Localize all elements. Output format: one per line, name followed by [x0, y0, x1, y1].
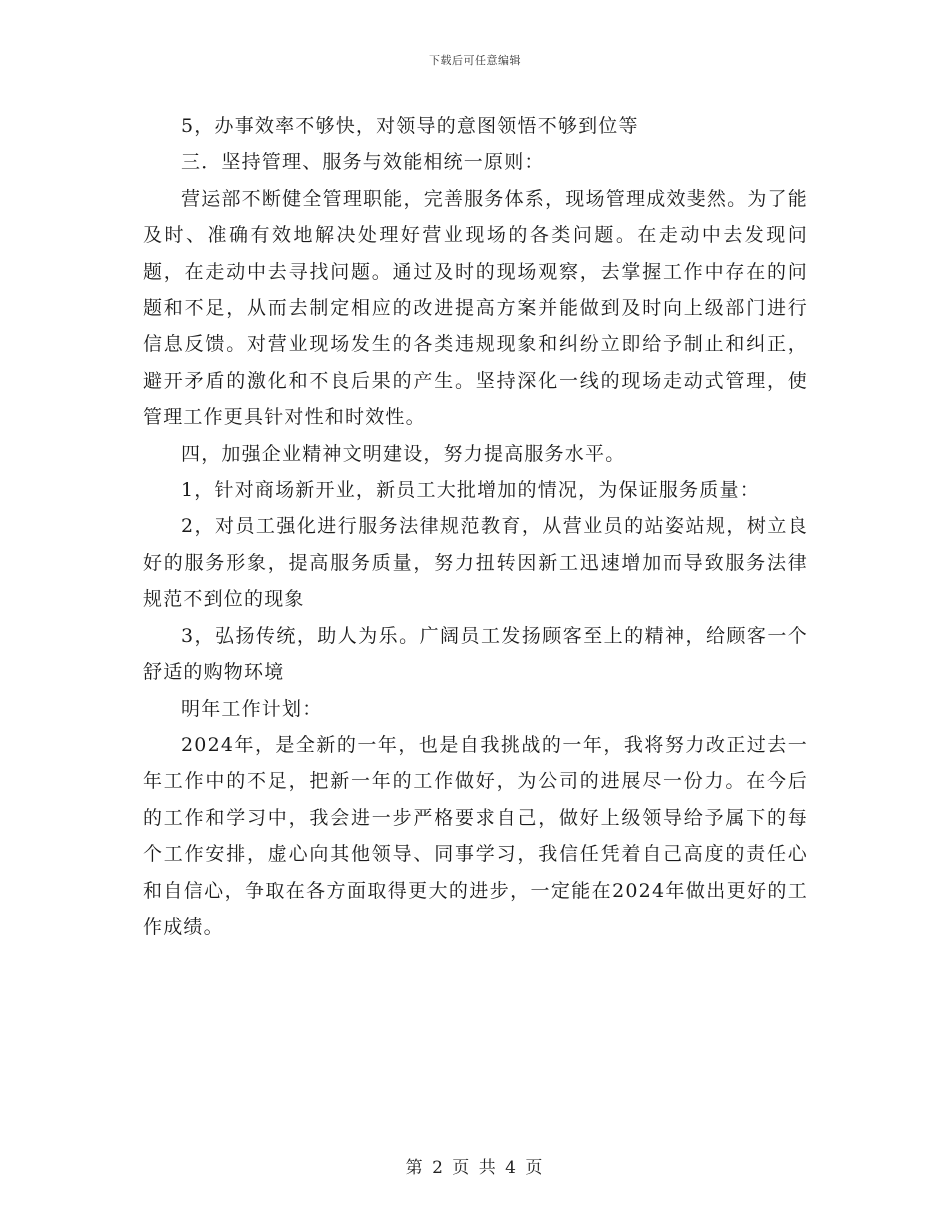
list-item-3: 3，弘扬传统，助人为乐。广阔员工发扬顾客至上的精神，给顾客一个舒适的购物环境 [143, 624, 808, 684]
paragraph-management: 营运部不断健全管理职能，完善服务体系，现场管理成效斐然。为了能及时、准确有效地解决处理好营业现场的各类问题。在走动中去发现问题，在走动中去寻找问题。通过及时的现场观察，去掌握工作中存在的问题和不足，从而去制定相应的改进提高方案并能做到及时向上级部门进行信息反馈。对营业现场发生的各类违规现象和纠纷立即给予制止和纠正，避开矛盾的激化和不良后果的产生。坚持深化一线的现场走动式管理，使管理工作更具针对性和时效性。 [143, 187, 808, 429]
section-heading-4: 四，加强企业精神文明建设，努力提高服务水平。 [181, 442, 626, 465]
paragraph-efficiency-issue: 5，办事效率不够快，对领导的意图领悟不够到位等 [181, 115, 639, 137]
plan-heading: 明年工作计划： [181, 697, 323, 720]
document-body [143, 108, 808, 945]
list-item-1: 1，针对商场新开业，新员工大批增加的情况，为保证服务质量： [181, 479, 760, 502]
list-item-2: 2，对员工强化进行服务法律规范教育，从营业员的站姿站规，树立良好的服务形象，提高服务质量，努力扭转因新工迅速增加而导致服务法律规范不到位的现象 [143, 515, 808, 611]
paragraph-plan: 2024年，是全新的一年，也是自我挑战的一年，我将努力改正过去一年工作中的不足，把新一年的工作做好，为公司的进展尽一份力。在今后的工作和学习中，我会进一步严格要求自己，做好上级领导给予属下的每个工作安排，虚心向其他领导、同事学习，我信任凭着自己高度的责任心和自信心，争取在各方面取得更大的进步，一定能在2024年做出更好的工作成绩。 [143, 733, 808, 938]
page-header: 下载后可任意编辑 [429, 54, 521, 67]
page-number: 第 2 页 共 4 页 [405, 1158, 545, 1178]
section-heading-3: 三．坚持管理、服务与效能相统一原则： [181, 151, 545, 174]
